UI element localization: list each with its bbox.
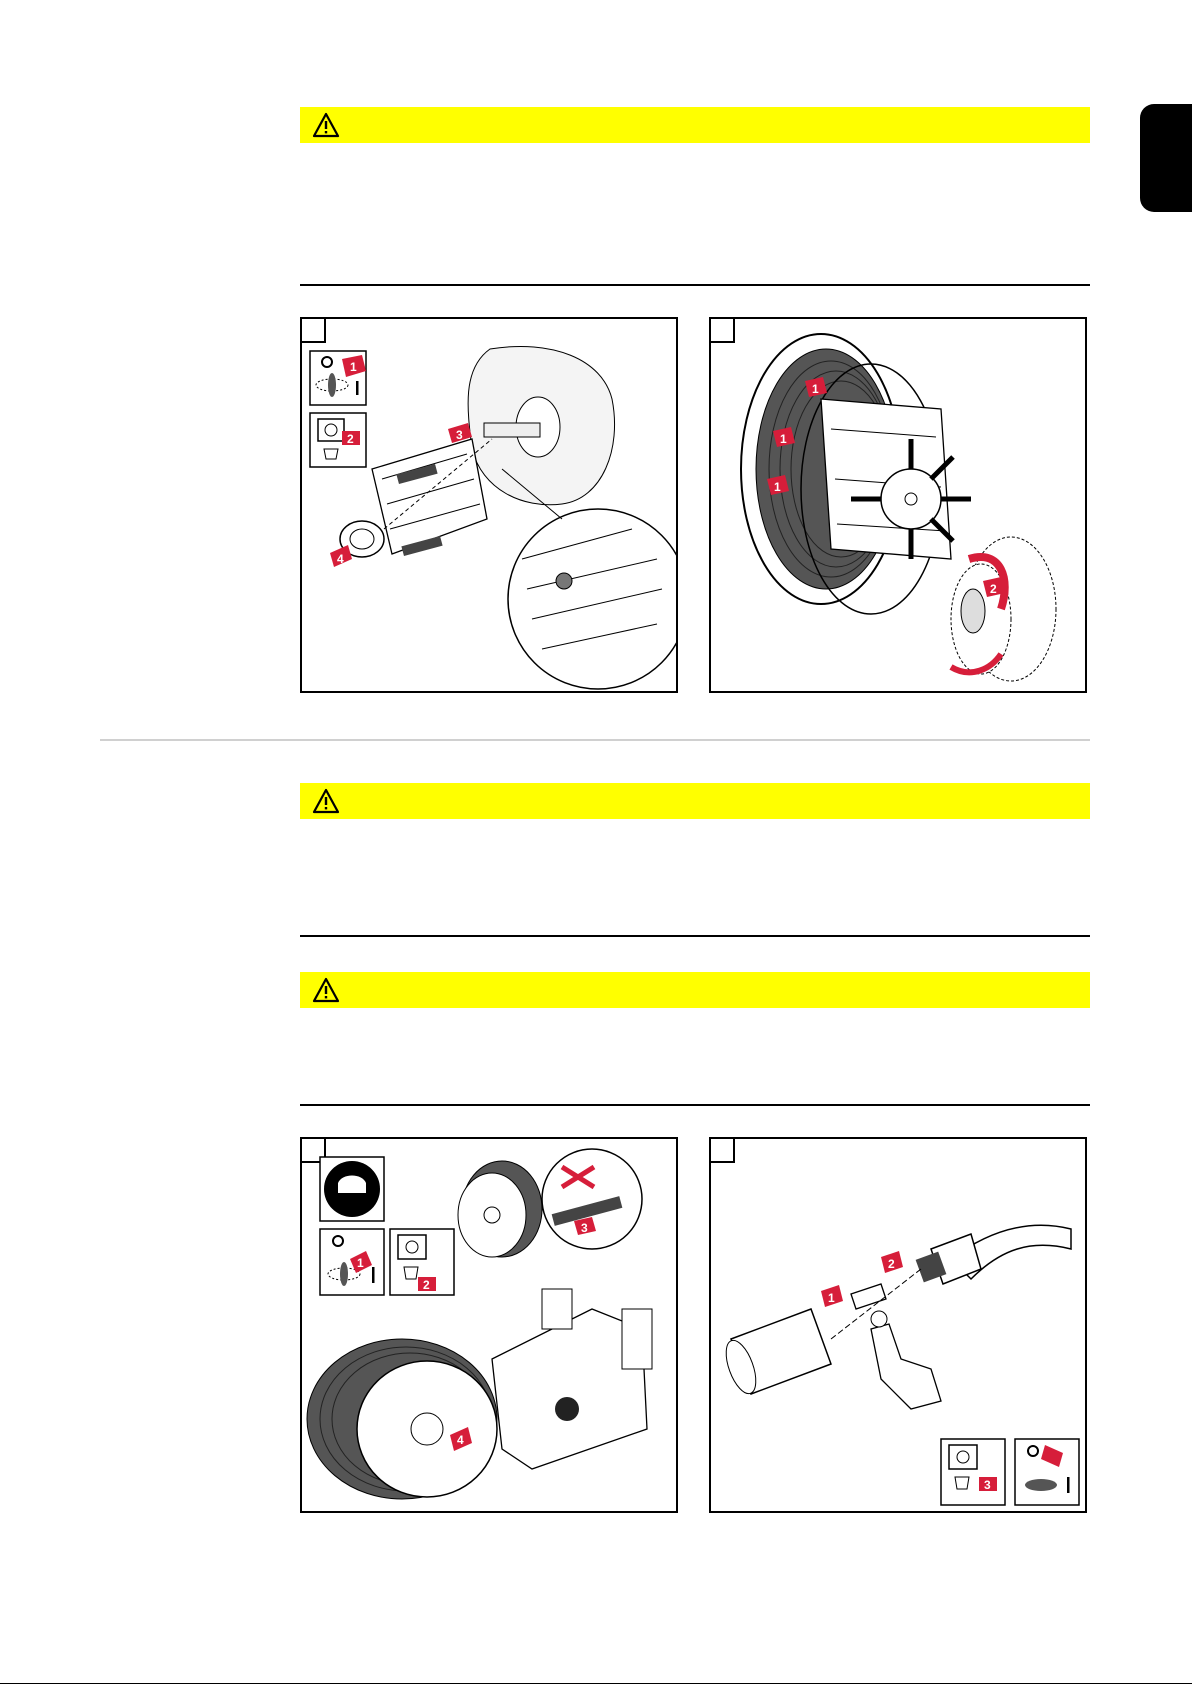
spool-insert-illustration bbox=[302, 1139, 678, 1513]
callout-label: 1 bbox=[828, 1291, 835, 1305]
callout-label: 2 bbox=[990, 582, 997, 596]
section-rule bbox=[300, 1104, 1090, 1106]
callout-label: 2 bbox=[888, 1257, 895, 1271]
callout-label: 1 bbox=[350, 360, 357, 374]
callout-label: 4 bbox=[337, 552, 344, 566]
section-divider bbox=[100, 739, 1090, 741]
footer-rule bbox=[0, 1683, 1192, 1684]
callout-label: 2 bbox=[423, 1278, 430, 1292]
callout-label: 3 bbox=[456, 428, 463, 442]
warning-banner bbox=[300, 972, 1090, 1008]
callout-label: 4 bbox=[457, 1433, 464, 1447]
warning-triangle-icon bbox=[312, 788, 340, 814]
figure-spool-mounting bbox=[709, 317, 1087, 693]
torch-disassembly-illustration bbox=[711, 1139, 1087, 1513]
warning-triangle-icon bbox=[312, 977, 340, 1003]
spool-adapter-illustration bbox=[302, 319, 678, 693]
warning-triangle-icon bbox=[312, 112, 340, 138]
callout-label: 2 bbox=[347, 432, 354, 446]
callout-label: 1 bbox=[780, 432, 787, 446]
spool-mounting-illustration bbox=[711, 319, 1087, 693]
callout-label: 3 bbox=[581, 1221, 588, 1235]
warning-banner bbox=[300, 783, 1090, 819]
callout-label: 1 bbox=[774, 480, 781, 494]
chapter-tab bbox=[1140, 104, 1192, 212]
section-rule bbox=[300, 284, 1090, 286]
warning-banner bbox=[300, 107, 1090, 143]
figure-spool-adapter bbox=[300, 317, 678, 693]
callout-label: 3 bbox=[984, 1478, 991, 1492]
section-rule bbox=[300, 935, 1090, 937]
callout-label: 1 bbox=[812, 382, 819, 396]
callout-label: 1 bbox=[357, 1256, 364, 1270]
figure-spool-insert bbox=[300, 1137, 678, 1513]
figure-torch-disassembly bbox=[709, 1137, 1087, 1513]
